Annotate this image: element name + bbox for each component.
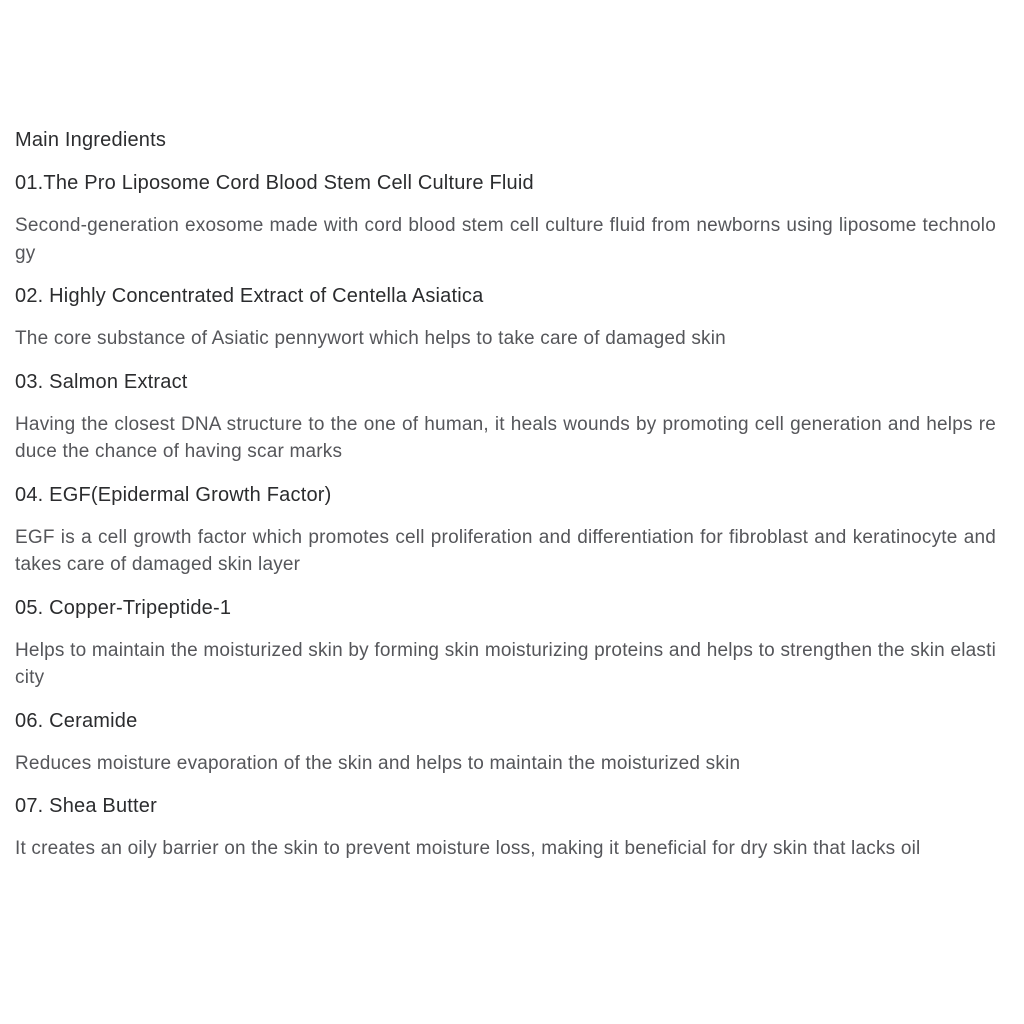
- ingredient-heading-06: 06. Ceramide: [15, 709, 138, 732]
- ingredient-description-01: Second-generation exosome made with cord blood stem cell culture fluid from newborns using liposome technology: [15, 215, 996, 264]
- ingredient-item: [15, 707, 996, 778]
- ingredient-description-06: Reduces moisture evaporation of the skin and helps to maintain the moisturized skin: [15, 752, 741, 774]
- ingredient-description-02: The core substance of Asiatic pennywort which helps to take care of damaged skin: [15, 328, 726, 349]
- ingredient-item: [15, 169, 996, 267]
- ingredient-description-04: EGF is a cell growth factor which promotes cell proliferation and differentiation for fibroblast and keratinocyte and takes care of damaged skin layer: [15, 526, 996, 575]
- ingredient-heading-02: 02. Highly Concentrated Extract of Centella Asiatica: [15, 285, 484, 307]
- page-title: Main Ingredients: [15, 129, 167, 151]
- ingredient-heading-01: 01.The Pro Liposome Cord Blood Stem Cell Culture Fluid: [15, 172, 534, 194]
- ingredient-heading-07: 07. Shea Butter: [15, 795, 157, 817]
- ingredient-heading-03: 03. Salmon Extract: [15, 370, 188, 393]
- ingredient-heading-04: 04. EGF(Epidermal Growth Factor): [15, 483, 332, 506]
- ingredient-item: [15, 282, 996, 353]
- ingredient-description-05: Helps to maintain the moisturized skin by forming skin moisturizing proteins and helps to strengthen the skin elasticity: [15, 639, 996, 688]
- ingredient-item: [15, 368, 996, 466]
- ingredient-heading-05: 05. Copper-Tripeptide-1: [15, 596, 232, 619]
- ingredient-list: [15, 169, 996, 863]
- ingredient-description-07: It creates an oily barrier on the skin to prevent moisture loss, making it beneficial for dry skin that lacks oil: [15, 838, 921, 859]
- ingredient-description-03: Having the closest DNA structure to the one of human, it heals wounds by promoting cell generation and helps reduce the chance of having scar marks: [15, 413, 996, 462]
- ingredient-item: [15, 792, 996, 863]
- ingredient-item: [15, 481, 996, 579]
- ingredient-item: [15, 594, 996, 692]
